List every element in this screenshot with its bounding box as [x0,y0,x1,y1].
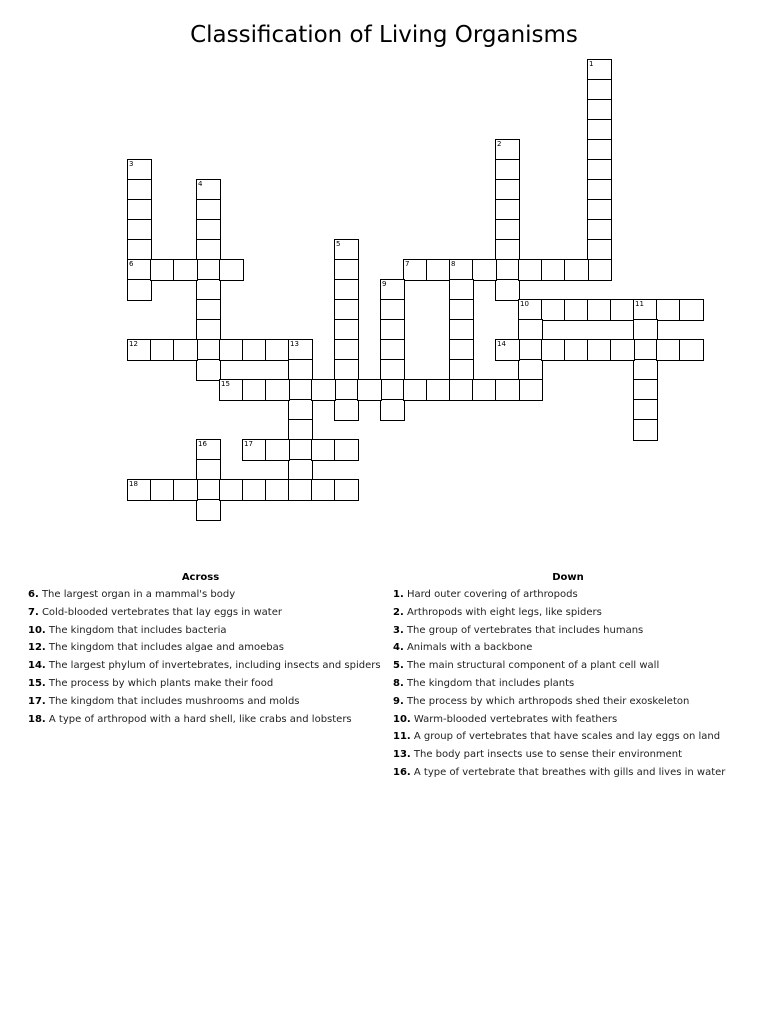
clue-number-label: 15 [221,380,230,388]
crossword-cell[interactable] [219,259,244,281]
crossword-cell[interactable] [288,379,313,401]
crossword-cell[interactable] [633,299,658,321]
crossword-cell[interactable] [196,319,221,341]
crossword-cell[interactable] [334,359,359,381]
crossword-cell[interactable] [380,339,405,361]
crossword-cell[interactable] [610,339,635,361]
crossword-cell[interactable] [288,419,313,441]
crossword-cell[interactable] [265,339,290,361]
across-clue [28,693,373,711]
crossword-cell[interactable] [633,379,658,401]
crossword-cell[interactable] [242,379,267,401]
crossword-cell[interactable] [219,339,244,361]
crossword-cell[interactable] [587,159,612,181]
clue-number-label: 16 [198,440,207,448]
crossword-cell[interactable] [472,259,497,281]
crossword-cell[interactable] [426,259,451,281]
crossword-cell[interactable] [380,299,405,321]
crossword-cell[interactable] [311,439,336,461]
crossword-cell[interactable] [196,499,221,521]
clue-number: 13. [393,749,411,761]
crossword-cell[interactable] [587,59,612,81]
clue-number-label: 9 [382,280,387,288]
clue-number: 7. [28,606,39,618]
crossword-cell[interactable] [495,179,520,201]
clue-text: The kingdom that includes bacteria [48,624,227,636]
down-clue [393,657,743,675]
crossword-cell[interactable] [150,479,175,501]
clue-text: A type of arthropod with a hard shell, like crabs and lobsters [48,713,352,725]
down-clues [393,571,743,782]
crossword-cell[interactable] [449,319,474,341]
crossword-cell[interactable] [196,459,221,481]
crossword-cell[interactable] [127,339,152,361]
crossword-cell[interactable] [495,339,520,361]
crossword-cell[interactable] [587,119,612,141]
down-heading: Down [552,572,584,583]
clue-text: The process by which arthropods shed their exoskeleton [406,695,690,707]
crossword-cell[interactable] [495,279,520,301]
crossword-cell[interactable] [242,339,267,361]
crossword-cell[interactable] [403,379,428,401]
crossword-cell[interactable] [311,379,336,401]
clue-number-label: 7 [405,260,410,268]
clue-number: 10. [28,624,46,636]
crossword-cell[interactable] [587,239,612,261]
crossword-cell[interactable] [334,439,359,461]
crossword-cell[interactable] [518,379,543,401]
clue-number: 9. [393,695,404,707]
across-clue [28,586,373,604]
clue-text: Cold-blooded vertebrates that lay eggs in water [41,606,282,618]
crossword-cell[interactable] [334,479,359,501]
clue-number: 3. [393,624,404,636]
clue-number-label: 2 [497,140,502,148]
crossword-cell[interactable] [518,259,543,281]
crossword-cell[interactable] [518,299,543,321]
crossword-cell[interactable] [357,379,382,401]
across-clue [28,639,373,657]
across-clue [28,711,373,729]
crossword-cell[interactable] [311,479,336,501]
clue-text: Hard outer covering of arthropods [406,589,578,600]
crossword-cell[interactable] [679,299,704,321]
crossword-cell[interactable] [518,359,543,381]
clue-number-label: 11 [635,300,644,308]
clue-text: Animals with a backbone [406,642,533,654]
clue-text: A type of vertebrate that breathes with gills and lives in water [413,766,726,778]
crossword-cell[interactable] [541,339,566,361]
crossword-cell[interactable] [679,339,704,361]
crossword-cell[interactable] [587,259,612,281]
crossword-cell[interactable] [380,319,405,341]
crossword-cell[interactable] [541,259,566,281]
crossword-cell[interactable] [127,199,152,221]
crossword-cell[interactable] [196,279,221,301]
crossword-cell[interactable] [334,319,359,341]
crossword-cell[interactable] [495,159,520,181]
crossword-cell[interactable] [633,339,658,361]
clue-number: 8. [393,677,404,689]
crossword-cell[interactable] [495,379,520,401]
clue-number: 5. [393,660,404,672]
clue-number: 16. [393,766,411,778]
crossword-cell[interactable] [127,479,152,501]
crossword-cell[interactable] [288,399,313,421]
crossword-cell[interactable] [196,299,221,321]
crossword-cell[interactable] [196,479,221,501]
crossword-cell[interactable] [587,339,612,361]
crossword-cell[interactable] [449,379,474,401]
clue-number-label: 14 [497,340,506,348]
crossword-cell[interactable] [449,359,474,381]
crossword-cell[interactable] [449,259,474,281]
crossword-cell[interactable] [288,339,313,361]
crossword-cell[interactable] [334,279,359,301]
crossword-cell[interactable] [610,299,635,321]
clue-number: 11. [393,731,411,743]
crossword-cell[interactable] [127,259,152,281]
down-clue [393,728,743,746]
crossword-cell[interactable] [288,359,313,381]
clue-text: The main structural component of a plant cell wall [406,660,660,672]
crossword-cell[interactable] [380,379,405,401]
crossword-cell[interactable] [334,239,359,261]
crossword-cell[interactable] [403,259,428,281]
crossword-cell[interactable] [288,439,313,461]
crossword-cell[interactable] [633,399,658,421]
clue-number-label: 12 [129,340,138,348]
crossword-cell[interactable] [196,439,221,461]
clue-number: 17. [28,695,46,707]
crossword-cell[interactable] [564,259,589,281]
clue-number: 2. [393,606,404,618]
clue-text: The process by which plants make their food [48,677,274,689]
crossword-cell[interactable] [127,179,152,201]
crossword-cell[interactable] [633,319,658,341]
across-clue [28,622,373,640]
down-clue [393,639,743,657]
crossword-cell[interactable] [495,259,520,281]
page-title: Classification of Living Organisms [190,22,578,48]
crossword-cell[interactable] [495,199,520,221]
crossword-cell[interactable] [449,339,474,361]
across-heading: Across [181,572,220,583]
clue-number: 4. [393,642,404,654]
crossword-cell[interactable] [242,479,267,501]
crossword-cell[interactable] [334,379,359,401]
crossword-cell[interactable] [150,339,175,361]
down-clue [393,693,743,711]
clue-number-label: 10 [520,300,529,308]
across-clue [28,675,373,693]
crossword-cell[interactable] [380,359,405,381]
clue-text: The largest phylum of invertebrates, including insects and spiders [48,660,381,672]
crossword-cell[interactable] [633,359,658,381]
crossword-cell[interactable] [173,479,198,501]
crossword-cell[interactable] [242,439,267,461]
across-clue [28,604,373,622]
crossword-cell[interactable] [196,219,221,241]
clue-number: 6. [28,589,39,600]
crossword-cell[interactable] [495,239,520,261]
crossword-cell[interactable] [495,219,520,241]
crossword-cell[interactable] [587,179,612,201]
crossword-cell[interactable] [196,199,221,221]
crossword-cell[interactable] [127,159,152,181]
crossword-cell[interactable] [541,299,566,321]
crossword-cell[interactable] [219,479,244,501]
crossword-cell[interactable] [656,299,681,321]
crossword-cell[interactable] [587,199,612,221]
clue-number-label: 8 [451,260,456,268]
clue-number: 15. [28,677,46,689]
crossword-cell[interactable] [173,259,198,281]
crossword-cell[interactable] [449,299,474,321]
crossword-cell[interactable] [150,259,175,281]
clue-number-label: 5 [336,240,341,248]
crossword-cell[interactable] [380,279,405,301]
down-clue [393,604,743,622]
clue-text: A group of vertebrates that have scales and lay eggs on land [413,731,721,743]
crossword-cell[interactable] [518,339,543,361]
clue-number-label: 3 [129,160,134,168]
crossword-cell[interactable] [127,239,152,261]
crossword-cell[interactable] [288,479,313,501]
crossword-cell[interactable] [265,379,290,401]
clue-text: Arthropods with eight legs, like spiders [406,606,602,618]
crossword-cell[interactable] [380,399,405,421]
crossword-cell[interactable] [196,179,221,201]
crossword-cell[interactable] [196,339,221,361]
crossword-cell[interactable] [334,259,359,281]
clue-text: The kingdom that includes plants [406,677,575,689]
crossword-cell[interactable] [587,79,612,101]
clue-number: 14. [28,660,46,672]
down-clue [393,711,743,729]
clue-number: 1. [393,589,404,600]
crossword-cell[interactable] [196,259,221,281]
down-clue [393,586,743,604]
crossword-cell[interactable] [127,219,152,241]
down-clue [393,764,743,782]
crossword-cell[interactable] [127,279,152,301]
down-clue [393,675,743,693]
clue-text: The largest organ in a mammal's body [41,589,236,600]
crossword-cell[interactable] [334,299,359,321]
crossword-cell[interactable] [449,279,474,301]
clue-number: 10. [393,713,411,725]
clue-text: Warm-blooded vertebrates with feathers [413,713,618,725]
crossword-cell[interactable] [587,99,612,121]
down-clue-list [393,586,743,782]
crossword-cell[interactable] [587,299,612,321]
crossword-cell[interactable] [288,459,313,481]
down-clue [393,622,743,640]
crossword-cell[interactable] [564,299,589,321]
crossword-cell[interactable] [633,419,658,441]
across-clues [28,571,381,728]
across-clue-list [28,586,381,728]
clue-text: The body part insects use to sense their environment [413,749,683,761]
clue-number: 18. [28,713,46,725]
crossword-cell[interactable] [587,219,612,241]
clue-number-label: 18 [129,480,138,488]
crossword-cell[interactable] [219,379,244,401]
clue-text: The kingdom that includes algae and amoebas [48,642,284,654]
crossword-cell[interactable] [656,339,681,361]
crossword-cell[interactable] [334,339,359,361]
across-clue [28,657,381,675]
crossword-cell[interactable] [265,439,290,461]
clue-number-label: 6 [129,260,134,268]
crossword-cell[interactable] [495,139,520,161]
crossword-cell[interactable] [426,379,451,401]
clue-text: The group of vertebrates that includes humans [406,624,644,636]
crossword-cell[interactable] [196,359,221,381]
crossword-cell[interactable] [265,479,290,501]
crossword-cell[interactable] [472,379,497,401]
crossword-cell[interactable] [587,139,612,161]
crossword-cell[interactable] [173,339,198,361]
clue-number-label: 1 [589,60,594,68]
crossword-cell[interactable] [334,399,359,421]
clue-text: The kingdom that includes mushrooms and molds [48,695,300,707]
clue-number-label: 13 [290,340,299,348]
crossword-cell[interactable] [196,239,221,261]
crossword-cell[interactable] [564,339,589,361]
clue-number-label: 4 [198,180,203,188]
clue-number-label: 17 [244,440,253,448]
down-clue [393,746,743,764]
clue-number: 12. [28,642,46,654]
crossword-cell[interactable] [518,319,543,341]
